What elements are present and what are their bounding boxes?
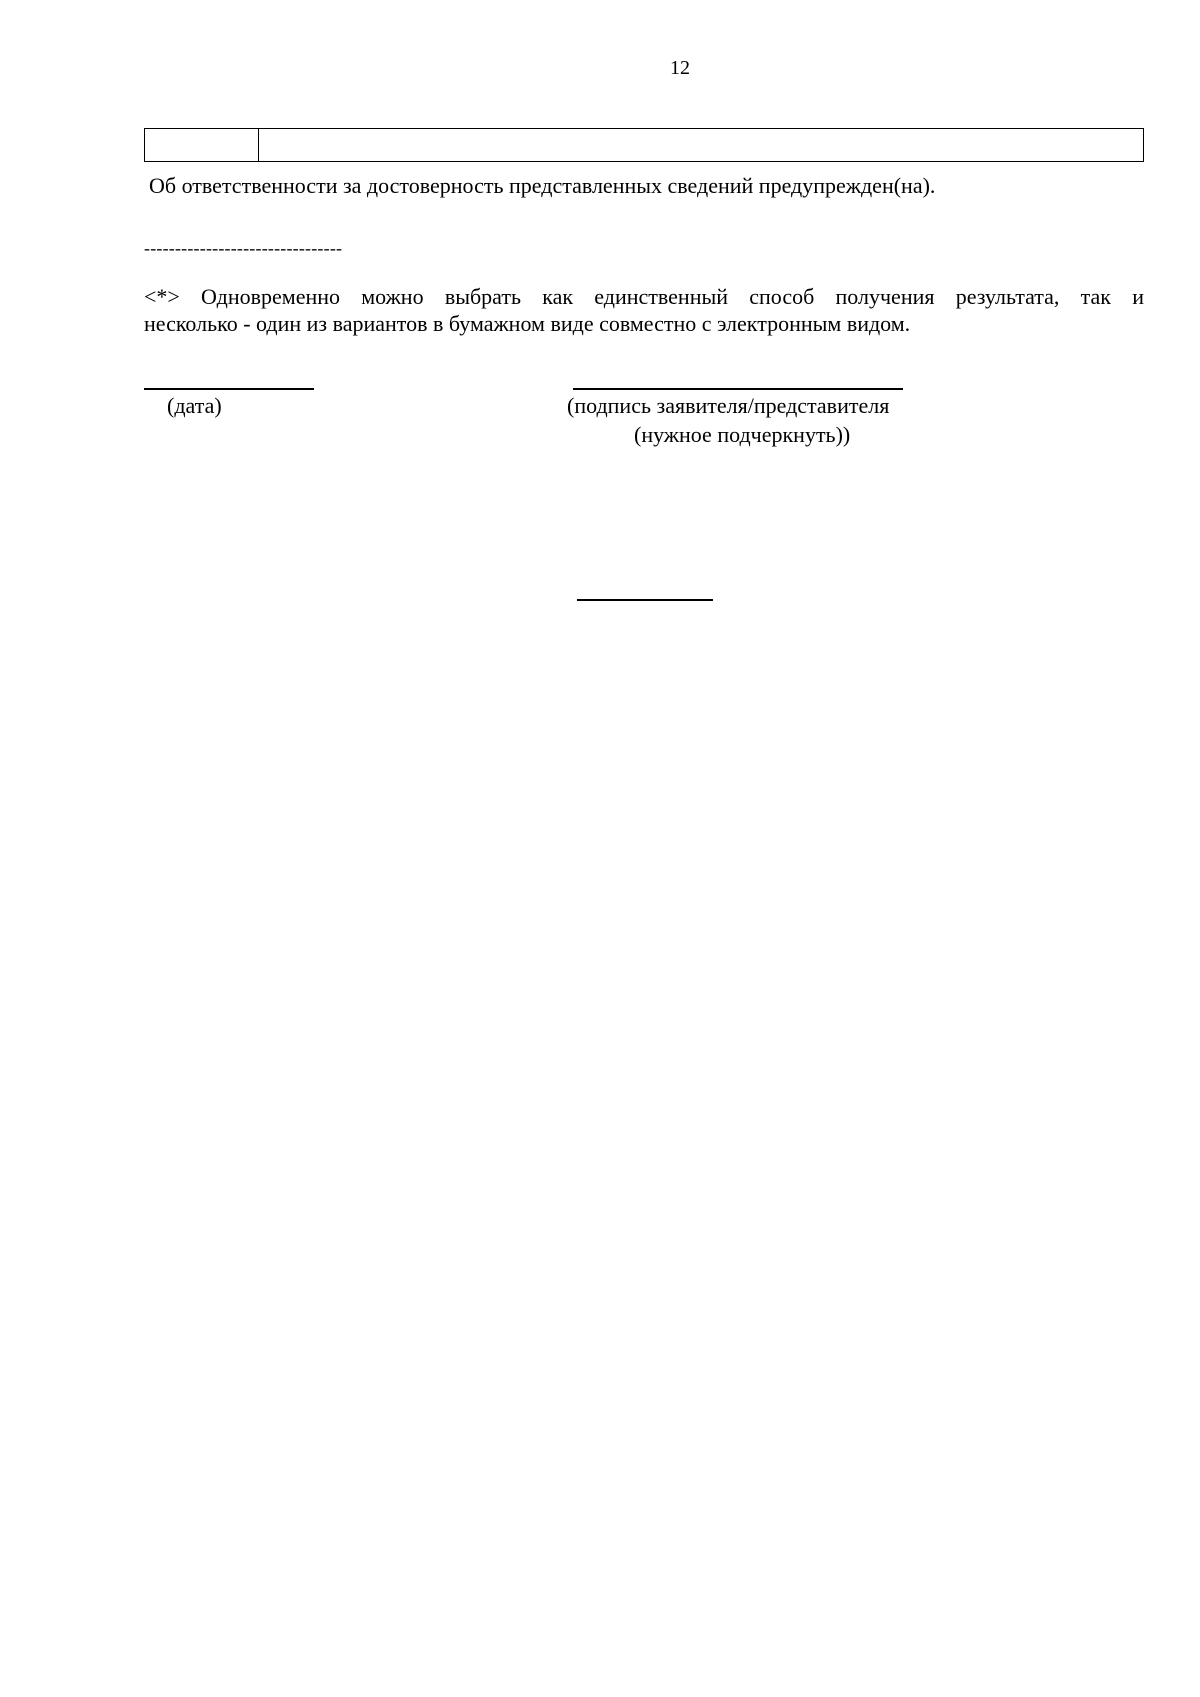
signature-caption: (подпись заявителя/представителя: [567, 393, 890, 418]
footnote-line-1: <*> Одновременно можно выбрать как единственный способ получения результата, так и: [144, 284, 1144, 309]
responsibility-declaration: Об ответственности за достоверность представленных сведений предупрежден(на).: [149, 173, 936, 198]
page-number: 12: [670, 57, 690, 79]
table-cell-content: [259, 129, 1144, 162]
table-row: [145, 129, 1144, 162]
signature-caption-note: (нужное подчеркнуть)): [634, 422, 851, 447]
footnote-separator: --------------------------------: [144, 238, 343, 258]
footnote-line-2: несколько - один из вариантов в бумажном виде совместно с электронным видом.: [144, 311, 911, 336]
empty-table-row: [144, 128, 1144, 162]
document-end-line: [577, 599, 713, 601]
table-cell-number: [145, 129, 259, 162]
footnote: [144, 283, 1144, 337]
signature-line: [573, 388, 903, 390]
date-line: [144, 388, 314, 390]
date-caption: (дата): [167, 393, 222, 418]
